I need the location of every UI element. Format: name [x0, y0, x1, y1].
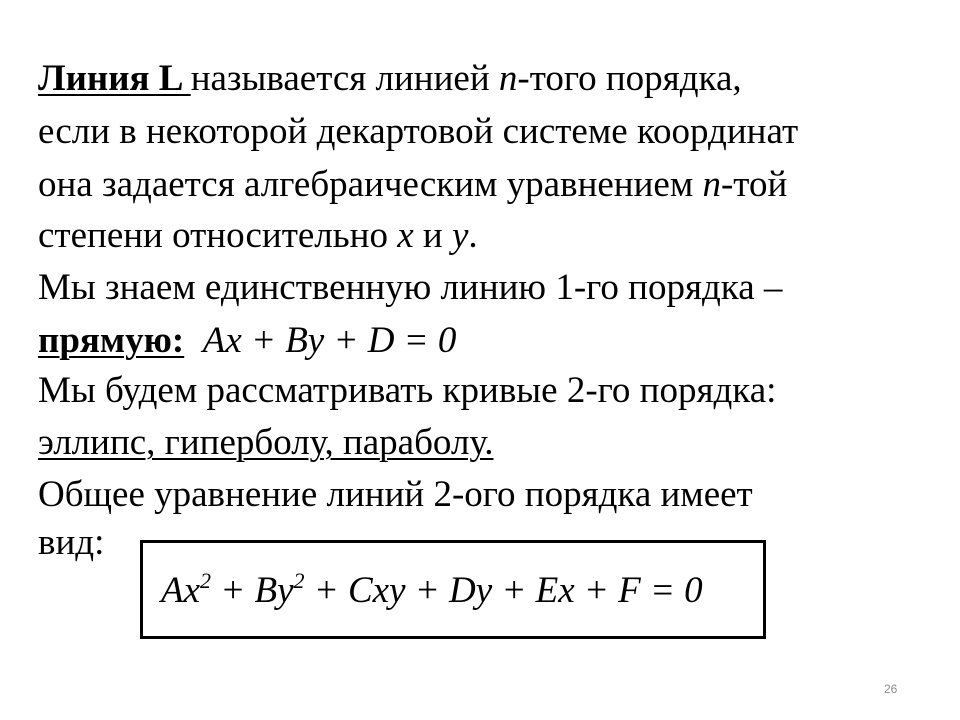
formula-part-ax: Ax [161, 570, 201, 611]
definition-line-4 [38, 217, 478, 254]
term-line-l: Линия L [38, 58, 191, 99]
curve-types-list: эллипс, гиперболу, параболу. [38, 422, 494, 463]
straight-line-formula: Ax + By + D = 0 [184, 320, 457, 361]
first-order-line-text: Мы знаем единственную линию 1-го порядка – [38, 267, 783, 308]
line4-text-b: и [413, 215, 452, 256]
line4-x: x [397, 215, 414, 256]
term-straight-line: прямую: [38, 320, 185, 361]
line4-text-a: степени относительно [38, 215, 398, 256]
second-order-curves-text: Мы будем рассматривать кривые 2-го порядка: [38, 370, 777, 411]
page-number: 26 [884, 682, 898, 696]
formula-exp-1: 2 [200, 568, 212, 593]
definition-line-3 [38, 166, 787, 203]
formula-part-by: + By [211, 570, 294, 611]
straight-line-equation [38, 322, 456, 359]
line3-n: n [702, 164, 721, 205]
line4-y: y [451, 215, 469, 256]
line3-text-b: -той [720, 164, 788, 205]
line3-text-a: она задается алгебраическим уравнением [38, 164, 703, 205]
general-second-order-formula [161, 568, 703, 611]
general-equation-text-cont: вид: [38, 522, 105, 563]
definition-line-1 [38, 60, 742, 97]
general-equation-text: Общее уравнение линий 2-ого порядка имеет [38, 474, 753, 515]
formula-part-rest: + Cxy + Dy + Ex + F = 0 [304, 570, 703, 611]
definition-line-2: если в некоторой декартовой системе координат [38, 111, 799, 152]
line4-text-c: . [468, 215, 478, 256]
line1-text-b: -того порядка, [517, 58, 742, 99]
line1-text-a: называется линией [190, 58, 499, 99]
line1-n: n [498, 58, 518, 99]
formula-exp-2: 2 [293, 568, 305, 593]
